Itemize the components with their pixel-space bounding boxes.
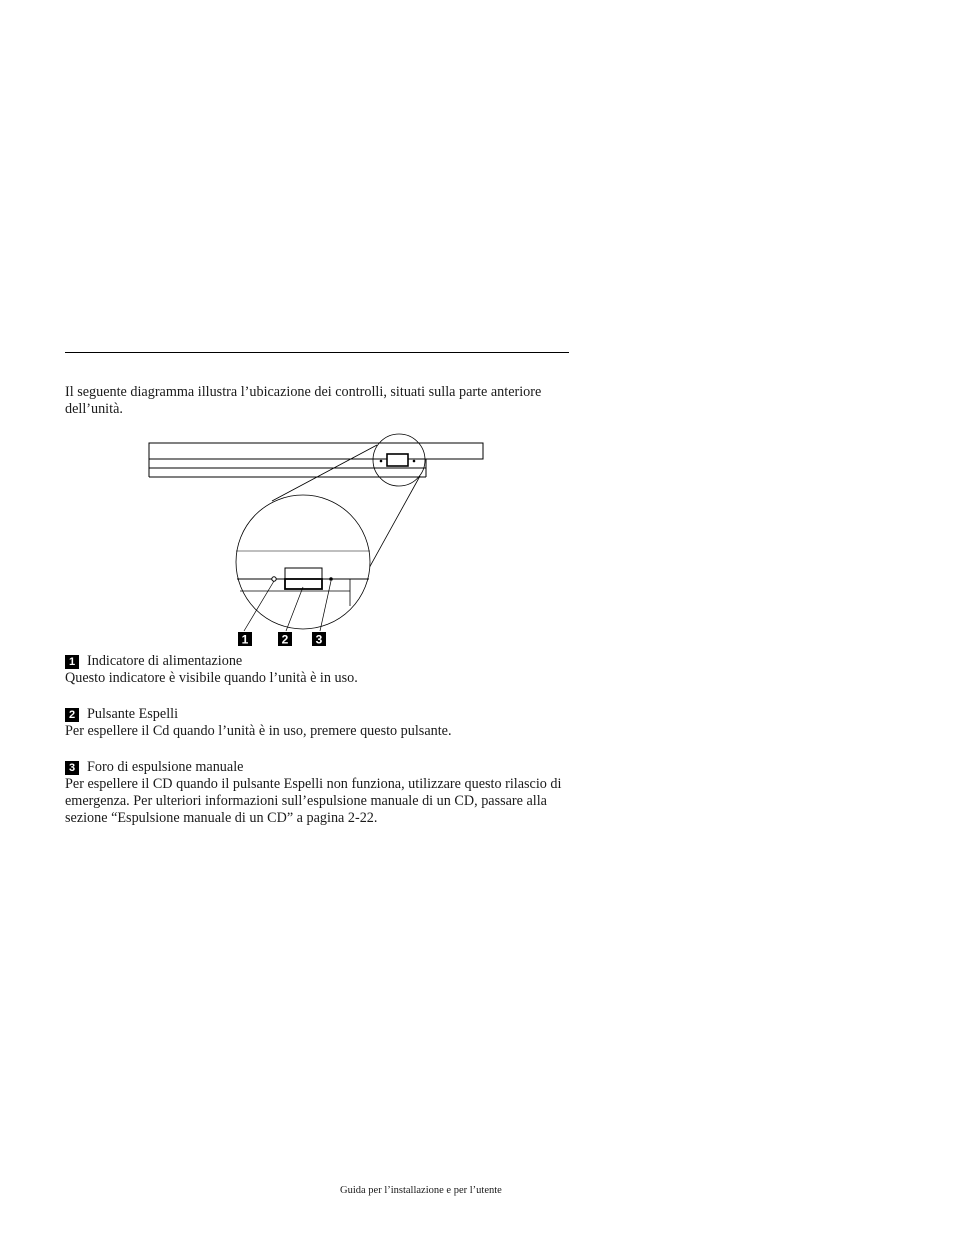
callout-2: [278, 632, 292, 647]
section-divider: [65, 352, 569, 353]
power-led: [272, 577, 276, 581]
legend-item-title: Pulsante Espelli: [87, 706, 179, 722]
manual-eject-hole: [329, 577, 333, 581]
legend-item-eject-button: [65, 706, 585, 740]
legend-item-description: Per espellere il CD quando il pulsante Espelli non funziona, utilizzare questo rilascio di emergenza. Per ulteriori informazioni sull’espulsione manuale di un CD, passare alla sezione “Espulsione manuale di un CD” a pagina 2-22.: [65, 776, 562, 826]
eject-button-small: [387, 454, 408, 466]
drive-front-diagram: [140, 428, 500, 653]
legend-item-power-indicator: [65, 653, 585, 687]
svg-text:2: 2: [281, 632, 289, 647]
svg-text:3: 3: [315, 632, 323, 647]
legend-item-description: Per espellere il Cd quando l’unità è in uso, premere questo pulsante.: [65, 723, 452, 739]
legend-item-title: Indicatore di alimentazione: [87, 653, 243, 669]
callout-badge-1: 1: [65, 655, 79, 669]
svg-text:1: 1: [241, 632, 249, 647]
eject-hole-small: [413, 460, 416, 463]
legend-item-description: Questo indicatore è visibile quando l’unità è in uso.: [65, 670, 358, 686]
callout-badge-2: 2: [65, 708, 79, 722]
drive-bezel: [149, 443, 483, 477]
legend-item-title: Foro di espulsione manuale: [87, 759, 244, 775]
led-small: [380, 460, 383, 463]
intro-paragraph: Il seguente diagramma illustra l’ubicazione dei controlli, situati sulla parte anteriore dell’unità.: [65, 384, 542, 417]
callout-badge-3: 3: [65, 761, 79, 775]
callout-1: [238, 632, 252, 647]
callout-3: [312, 632, 326, 647]
legend-item-manual-eject-hole: [65, 759, 585, 827]
page-footer: Guida per l’installazione e per l’utente: [340, 1185, 502, 1196]
detail-circle-large: [236, 495, 370, 629]
